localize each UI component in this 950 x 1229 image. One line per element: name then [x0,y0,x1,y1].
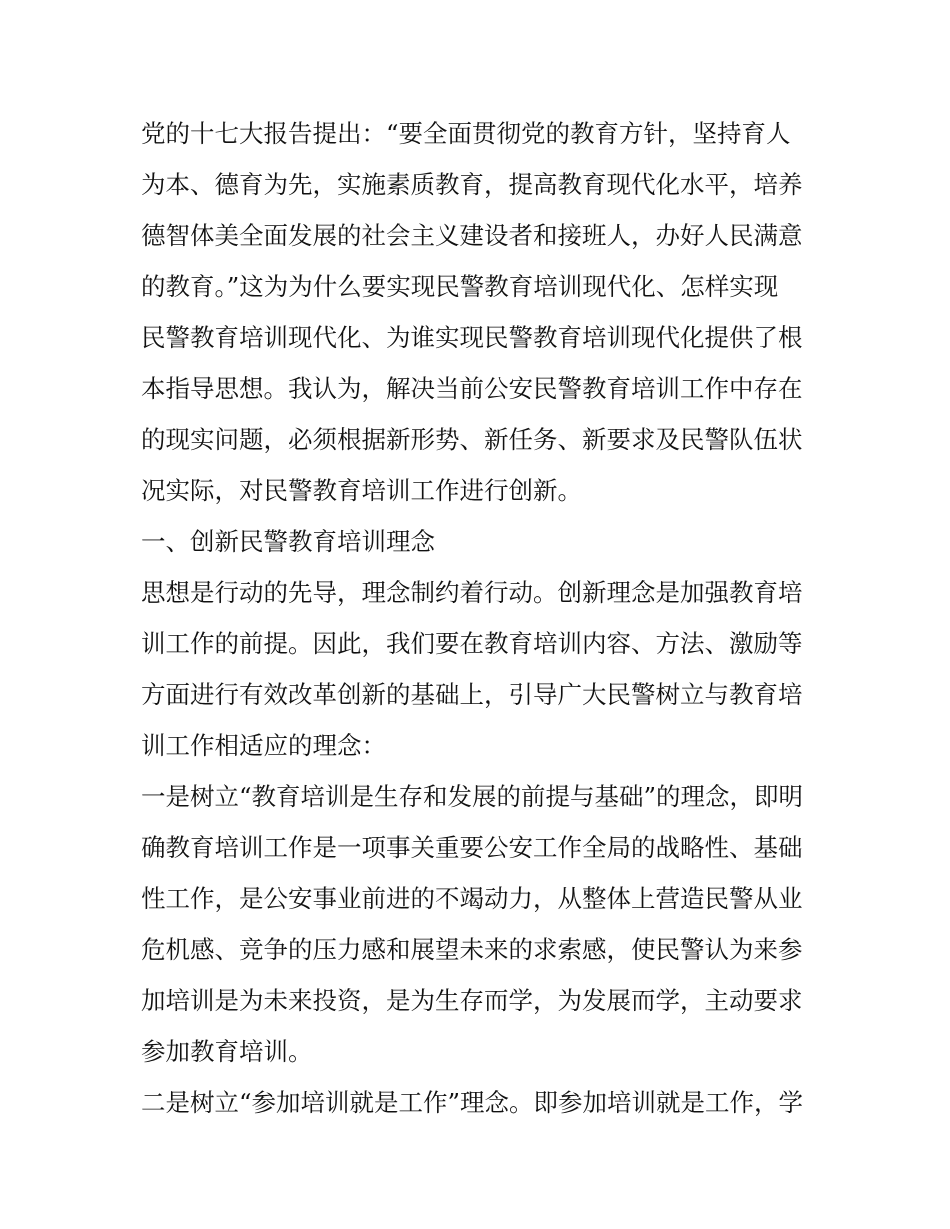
text-line: 确教育培训工作是一项事关重要公安工作全局的战略性、基础 [141,833,803,862]
text-line: 加培训是为未来投资，是为生存而学，为发展而学，主动要求 [141,986,803,1015]
text-line: 德智体美全面发展的社会主义建设者和接班人，办好人民满意 [141,221,803,250]
text-line: 的教育。”这为为什么要实现民警教育培训现代化、怎样实现 [141,272,779,301]
section-heading: 一、创新民警教育培训理念 [141,527,435,556]
document-body [141,108,813,1128]
text-line: 性工作，是公安事业前进的不竭动力，从整体上营造民警从业 [141,884,803,913]
text-line: 方面进行有效改革创新的基础上，引导广大民警树立与教育培 [141,680,803,709]
text-line: 训工作的前提。因此，我们要在教育培训内容、方法、激励等 [141,629,803,658]
text-line: 参加教育培训。 [141,1037,313,1066]
text-line: 为本、德育为先，实施素质教育，提高教育现代化水平，培养 [141,170,803,199]
text-line: 二是树立“参加培训就是工作”理念。即参加培训就是工作，学 [141,1088,804,1117]
text-line: 民警教育培训现代化、为谁实现民警教育培训现代化提供了根 [141,323,803,352]
text-line: 况实际，对民警教育培训工作进行创新。 [141,476,582,505]
text-line: 思想是行动的先导，理念制约着行动。创新理念是加强教育培 [141,578,803,607]
text-line: 训工作相适应的理念： [141,731,386,760]
text-line: 本指导思想。我认为，解决当前公安民警教育培训工作中存在 [141,374,803,403]
text-line: 一是树立“教育培训是生存和发展的前提与基础”的理念，即明 [141,782,804,811]
text-line: 危机感、竞争的压力感和展望未来的求索感，使民警认为来参 [141,935,803,964]
text-line: 的现实问题，必须根据新形势、新任务、新要求及民警队伍状 [141,425,803,454]
text-line: 党的十七大报告提出：“要全面贯彻党的教育方针，坚持育人 [141,119,791,148]
